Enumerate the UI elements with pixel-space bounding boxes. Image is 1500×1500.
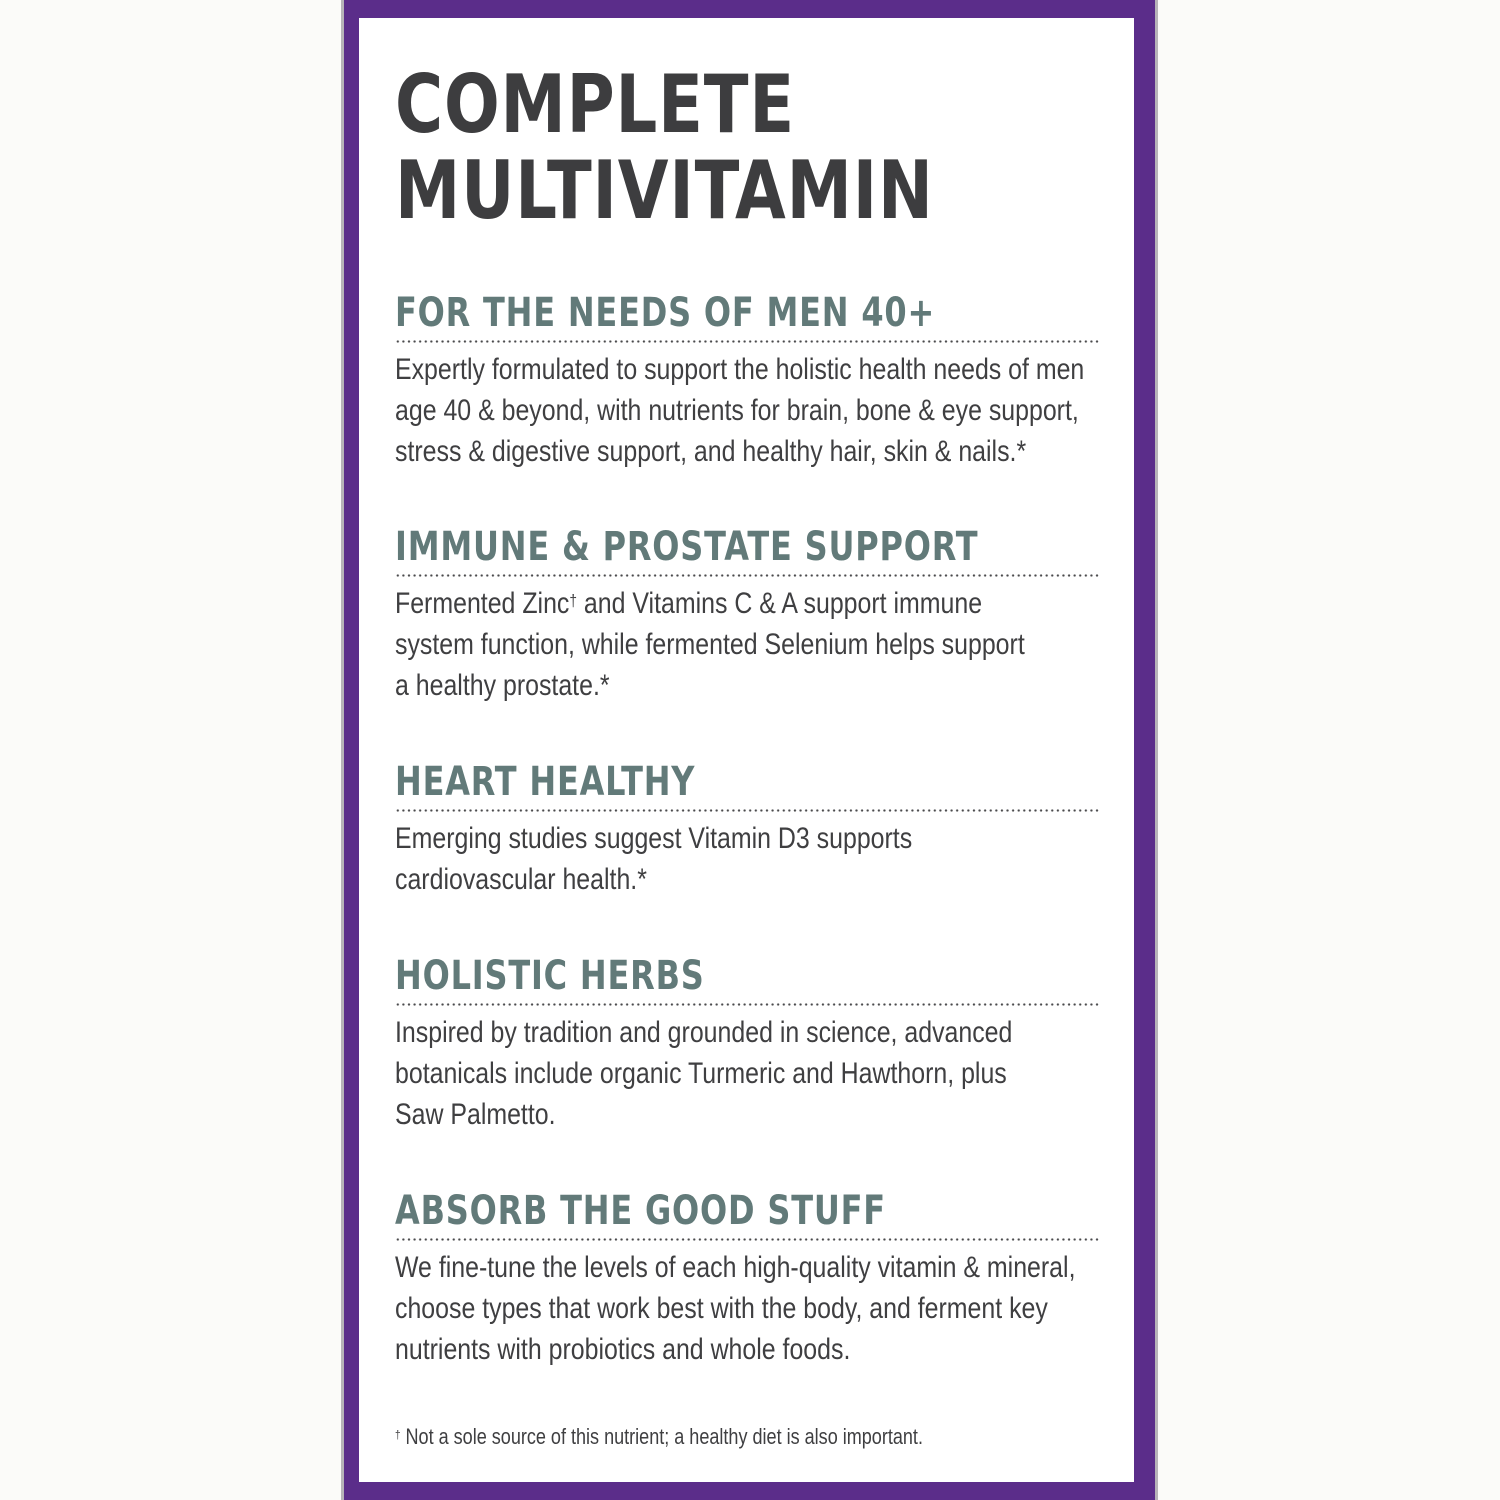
title-line-2: MULTIVITAMIN bbox=[395, 144, 934, 237]
body-text-fragment: Fermented Zinc bbox=[395, 587, 570, 620]
body-line: botanicals include organic Turmeric and Hawthorn, plus bbox=[395, 1057, 1007, 1090]
section-heading: HOLISTIC HERBS bbox=[395, 953, 705, 999]
section-immune-prostate bbox=[395, 524, 1101, 706]
section-body bbox=[395, 583, 1102, 706]
body-line: age 40 & beyond, with nutrients for brain, bone & eye support, bbox=[395, 394, 1079, 427]
body-line: choose types that work best with the body, and ferment key bbox=[395, 1292, 1048, 1325]
body-line: system function, while fermented Selenium helps support bbox=[395, 628, 1025, 661]
section-heading: HEART HEALTHY bbox=[395, 759, 696, 805]
body-text-fragment: and Vitamins C & A support immune bbox=[583, 587, 983, 620]
section-body bbox=[395, 818, 1102, 900]
body-line: nutrients with probiotics and whole foods. bbox=[395, 1333, 851, 1366]
section-heading: FOR THE NEEDS OF MEN 40+ bbox=[395, 290, 936, 336]
dagger-symbol: † bbox=[395, 1428, 401, 1442]
footnote-text: Not a sole source of this nutrient; a healthy diet is also important. bbox=[400, 1424, 923, 1449]
section-holistic-herbs bbox=[395, 953, 1101, 1135]
body-line: a healthy prostate.* bbox=[395, 669, 610, 702]
title-line-1: COMPLETE bbox=[395, 58, 796, 151]
body-line: cardiovascular health.* bbox=[395, 863, 647, 896]
dotted-divider bbox=[395, 340, 1101, 343]
section-body bbox=[395, 349, 1102, 472]
body-line: Saw Palmetto. bbox=[395, 1098, 556, 1131]
dotted-divider bbox=[395, 1003, 1101, 1006]
section-body bbox=[395, 1247, 1102, 1370]
section-heart-healthy bbox=[395, 759, 1101, 900]
footnote bbox=[395, 1423, 923, 1451]
section-men-40 bbox=[395, 290, 1101, 472]
section-body bbox=[395, 1012, 1102, 1135]
product-title bbox=[395, 58, 934, 237]
body-line: Emerging studies suggest Vitamin D3 supports bbox=[395, 822, 913, 855]
dotted-divider bbox=[395, 1238, 1101, 1241]
section-absorb bbox=[395, 1188, 1101, 1370]
section-heading: ABSORB THE GOOD STUFF bbox=[395, 1188, 886, 1234]
dotted-divider bbox=[395, 574, 1101, 577]
dotted-divider bbox=[395, 809, 1101, 812]
body-line: stress & digestive support, and healthy hair, skin & nails.* bbox=[395, 435, 1027, 468]
body-line bbox=[395, 583, 1102, 624]
section-heading: IMMUNE & PROSTATE SUPPORT bbox=[395, 524, 979, 570]
body-line: Inspired by tradition and grounded in science, advanced bbox=[395, 1016, 1013, 1049]
dagger-footnote-marker: † bbox=[569, 592, 577, 610]
body-line: We fine-tune the levels of each high-quality vitamin & mineral, bbox=[395, 1251, 1076, 1284]
body-line: Expertly formulated to support the holistic health needs of men bbox=[395, 353, 1085, 386]
